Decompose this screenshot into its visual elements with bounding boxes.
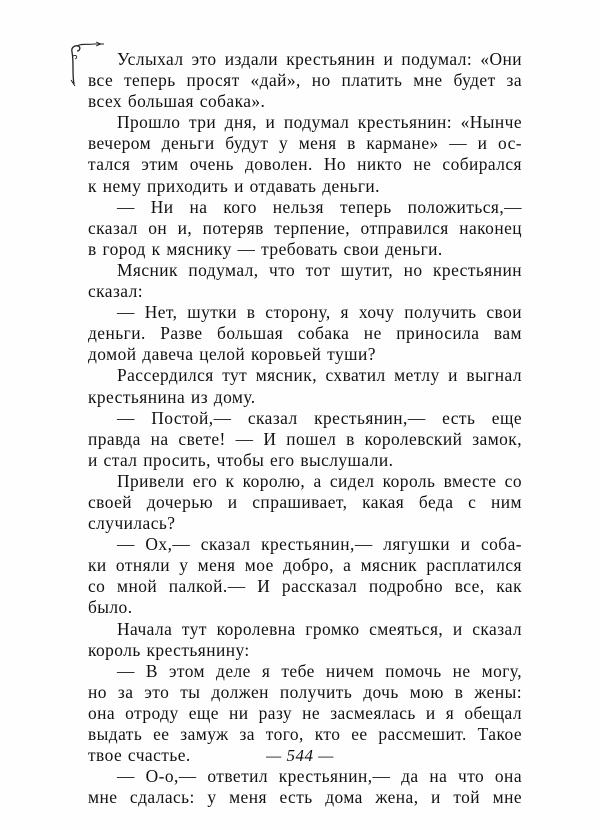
text-line: со мной палкой.— И рассказал подробно все, как	[88, 576, 522, 597]
page-number: — 544 —	[266, 746, 334, 765]
text-line: — О-о,— ответил крестьянин,— да на что она	[117, 766, 522, 787]
text-line: и стал просить, чтобы его выслушали.	[88, 449, 394, 470]
text-line: Начала тут королевна громко смеяться, и сказал	[117, 618, 522, 639]
text-line: Услыхал это издали крестьянин и подумал: «Они	[117, 49, 522, 69]
text-line: случилась?	[88, 513, 176, 534]
text-line: — Постой,— сказал крестьянин,— есть еще	[117, 407, 522, 428]
text-line: но за это ты должен получить дочь мою в жены:	[88, 681, 522, 702]
text-line: сказал он и, потеряв терпение, отправился наконец	[88, 217, 522, 238]
text-line: все теперь просят «дай», но платить мне будет за	[88, 70, 522, 91]
text-line: своей дочерью и спрашивает, какая беда с ним	[88, 491, 522, 512]
text-line: всех большая собака».	[88, 91, 266, 112]
text-line: выдать ее замуж за того, кто ее рассмешит. Такое	[88, 724, 522, 744]
text-line: крестьянина из дому.	[88, 386, 256, 407]
text-line: ки отняли у меня мое добро, а мясник расплатился	[88, 555, 522, 576]
text-line: тался этим очень доволен. Но никто не собирался	[88, 154, 522, 175]
text-line: было.	[88, 597, 133, 618]
text-line: — Ни на кого нельзя теперь положиться,—	[117, 196, 522, 217]
text-line: Привели его к королю, а сидел король вместе со	[117, 470, 522, 491]
text-line: она отроду еще ни разу не засмеялась и я обещал	[88, 702, 522, 723]
text-line: сказал:	[88, 281, 144, 302]
text-line: — В этом деле я тебе ничем помочь не могу,	[117, 660, 522, 681]
text-line: к нему приходить и отдавать деньги.	[88, 175, 380, 196]
text-line: Прошло три дня, и подумал крестьянин: «Нынче	[117, 112, 522, 133]
text-line: домой давеча целой коровьей туши?	[88, 344, 376, 365]
body-text	[88, 49, 522, 808]
text-line: — Ох,— сказал крестьянин,— лягушки и соба-	[117, 534, 522, 555]
text-line: правда на свете! — И пошел в королевский замок,	[88, 428, 522, 449]
text-line: Мясник подумал, что тот шутит, но крестьянин	[117, 259, 522, 280]
text-line: король крестьянину:	[88, 639, 250, 660]
text-line: твое счастье.	[88, 745, 191, 766]
text-line: — Нет, шутки в сторону, я хочу получить свои	[117, 302, 522, 323]
text-line: мне сдалась: у меня есть дома жена, и той мне	[88, 787, 522, 808]
text-line: Рассердился тут мясник, схватил метлу и выгнал	[117, 365, 522, 386]
text-line: вечером деньги будут у меня в кармане» — и ос-	[88, 133, 522, 154]
text-line: деньги. Разве большая собака не приносила вам	[88, 323, 522, 344]
text-line: в город к мяснику — требовать свои деньги.	[88, 238, 443, 259]
